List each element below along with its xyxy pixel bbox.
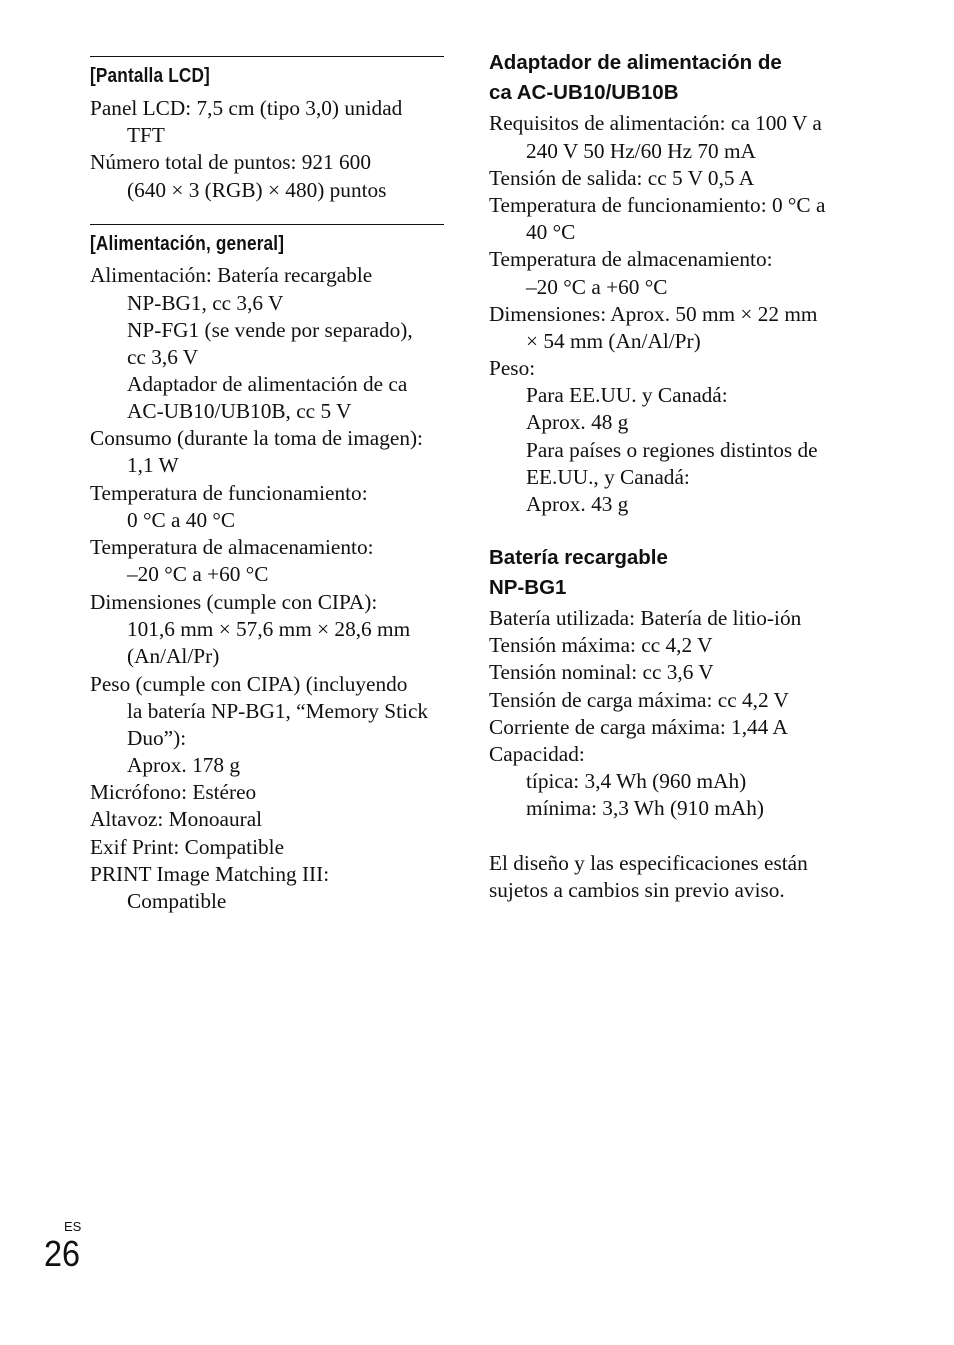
spec-line: Adaptador de alimentación de ca: [127, 372, 408, 396]
spec-line: × 54 mm (An/Al/Pr): [526, 329, 701, 353]
spec-line: Aprox. 48 g: [526, 410, 629, 434]
spec-line: cc 3,6 V: [127, 345, 199, 369]
spec-line: Dimensiones: Aprox. 50 mm × 22 mm: [489, 302, 818, 326]
spec-line: Micrófono: Estéreo: [90, 780, 257, 804]
section-heading-alimentacion: [Alimentación, general]: [90, 233, 285, 255]
spec-line: Para países o regiones distintos de: [526, 438, 818, 462]
section-heading-adaptador: Adaptador de alimentación de: [489, 51, 782, 74]
spec-line: Panel LCD: 7,5 cm (tipo 3,0) unidad: [90, 96, 403, 120]
spec-line: mínima: 3,3 Wh (910 mAh): [526, 796, 764, 820]
spec-line: Temperatura de funcionamiento:: [90, 481, 368, 505]
spec-line: típica: 3,4 Wh (960 mAh): [526, 769, 747, 793]
spec-line: Dimensiones (cumple con CIPA):: [90, 590, 378, 614]
spec-line: Batería utilizada: Batería de litio-ión: [489, 606, 802, 630]
section-heading-bateria: Batería recargable: [489, 546, 668, 569]
spec-line: AC-UB10/UB10B, cc 5 V: [127, 399, 352, 423]
spec-line: EE.UU., y Canadá:: [526, 465, 690, 489]
notice-line: El diseño y las especificaciones están: [489, 851, 808, 875]
spec-line: Capacidad:: [489, 742, 585, 766]
page-number: 26: [44, 1233, 81, 1274]
spec-line: la batería NP-BG1, “Memory Stick: [127, 699, 429, 723]
spec-line: Compatible: [127, 889, 227, 913]
spec-line: 40 °C: [526, 220, 576, 244]
spec-line: Temperatura de funcionamiento: 0 °C a: [489, 193, 826, 217]
spec-line: Peso:: [489, 356, 536, 380]
section-divider: [90, 56, 444, 57]
spec-line: Peso (cumple con CIPA) (incluyendo: [90, 672, 408, 696]
spec-line: Corriente de carga máxima: 1,44 A: [489, 715, 788, 739]
spec-line: Exif Print: Compatible: [90, 835, 285, 859]
spec-line: NP-FG1 (se vende por separado),: [127, 318, 413, 342]
spec-line: 0 °C a 40 °C: [127, 508, 236, 532]
spec-line: Requisitos de alimentación: ca 100 V a: [489, 111, 822, 135]
section-heading-bateria-model: NP-BG1: [489, 576, 567, 599]
spec-line: 240 V 50 Hz/60 Hz 70 mA: [526, 139, 756, 163]
spec-line: –20 °C a +60 °C: [526, 275, 668, 299]
page-language-code: ES: [64, 1219, 82, 1234]
spec-line: Número total de puntos: 921 600: [90, 150, 371, 174]
spec-line: NP-BG1, cc 3,6 V: [127, 291, 284, 315]
spec-line: 1,1 W: [127, 453, 179, 477]
spec-line: Para EE.UU. y Canadá:: [526, 383, 728, 407]
notice-line: sujetos a cambios sin previo aviso.: [489, 878, 785, 902]
spec-line: 101,6 mm × 57,6 mm × 28,6 mm: [127, 617, 411, 641]
spec-line: Tensión de carga máxima: cc 4,2 V: [489, 688, 789, 712]
section-heading-pantalla-lcd: [Pantalla LCD]: [90, 65, 210, 87]
spec-line: Tensión máxima: cc 4,2 V: [489, 633, 713, 657]
spec-line: PRINT Image Matching III:: [90, 862, 330, 886]
spec-line: –20 °C a +60 °C: [127, 562, 269, 586]
spec-line: Alimentación: Batería recargable: [90, 263, 373, 287]
spec-line: Altavoz: Monoaural: [90, 807, 263, 831]
spec-line: (640 × 3 (RGB) × 480) puntos: [127, 178, 387, 202]
spec-line: Consumo (durante la toma de imagen):: [90, 426, 423, 450]
spec-line: (An/Al/Pr): [127, 644, 220, 668]
section-divider: [90, 224, 444, 225]
spec-line: Tensión nominal: cc 3,6 V: [489, 660, 714, 684]
spec-line: Temperatura de almacenamiento:: [90, 535, 374, 559]
spec-line: Aprox. 178 g: [127, 753, 240, 777]
spec-line: Duo”):: [127, 726, 187, 750]
spec-line: Temperatura de almacenamiento:: [489, 247, 773, 271]
spec-line: Aprox. 43 g: [526, 492, 629, 516]
spec-line: TFT: [127, 123, 165, 147]
spec-line: Tensión de salida: cc 5 V 0,5 A: [489, 166, 755, 190]
section-heading-adaptador-model: ca AC-UB10/UB10B: [489, 81, 679, 104]
